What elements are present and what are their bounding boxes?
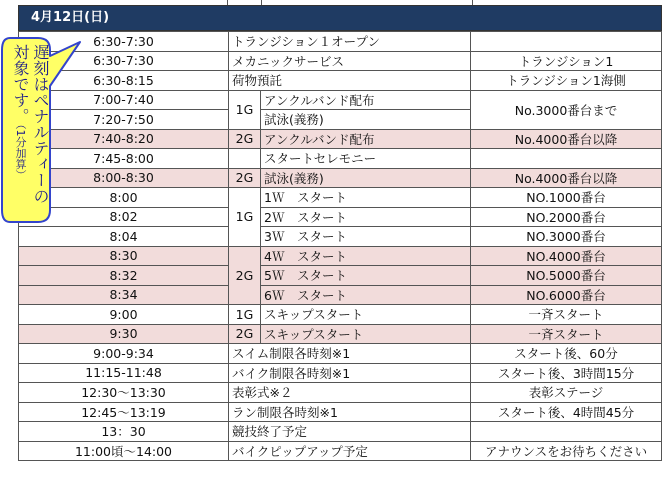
group-cell: 1G xyxy=(229,305,261,325)
time-cell: 6:30-7:30 xyxy=(19,32,229,52)
table-row xyxy=(19,51,662,71)
time-cell: 8:00-8:30 xyxy=(19,168,229,188)
note-cell xyxy=(471,32,662,52)
table-row xyxy=(19,149,662,169)
note-cell: No.3000番台まで xyxy=(471,90,662,129)
event-cell: 4Ｗ スタート xyxy=(261,246,471,266)
table-row xyxy=(19,129,662,149)
event-cell: メカニックサービス xyxy=(229,51,471,71)
note-cell: 一斉スタート xyxy=(471,305,662,325)
event-cell: スキップスタート xyxy=(261,305,471,325)
time-cell: 8:00 xyxy=(19,188,229,208)
note-cell: スタート後、4時間45分 xyxy=(471,402,662,422)
top-strip xyxy=(18,0,662,5)
schedule-table xyxy=(18,31,662,461)
table-row xyxy=(19,383,662,403)
note-cell: NO.5000番台 xyxy=(471,266,662,286)
group-cell: 2G xyxy=(229,168,261,188)
time-cell: 8:34 xyxy=(19,285,229,305)
callout-text xyxy=(6,44,50,244)
group-cell: 2G xyxy=(229,246,261,305)
table-row xyxy=(19,266,662,286)
note-cell: NO.6000番台 xyxy=(471,285,662,305)
time-cell: 11:15-11:48 xyxy=(19,363,229,383)
time-cell: 7:40-8:20 xyxy=(19,129,229,149)
time-cell: 6:30-7:30 xyxy=(19,51,229,71)
event-cell: 表彰式※２ xyxy=(229,383,471,403)
note-cell: NO.1000番台 xyxy=(471,188,662,208)
note-cell: NO.2000番台 xyxy=(471,207,662,227)
event-cell: ラン制限各時刻※1 xyxy=(229,402,471,422)
event-cell: トランジション１オープン xyxy=(229,32,471,52)
event-cell: 荷物預託 xyxy=(229,71,471,91)
table-row xyxy=(19,422,662,442)
event-cell: アンクルバンド配布 xyxy=(261,129,471,149)
time-cell: 9:00 xyxy=(19,305,229,325)
time-cell: 7:45-8:00 xyxy=(19,149,229,169)
time-cell: 7:20-7:50 xyxy=(19,110,229,130)
group-cell: 2G xyxy=(229,129,261,149)
event-cell: 1Ｗ スタート xyxy=(261,188,471,208)
note-cell: スタート後、60分 xyxy=(471,344,662,364)
penalty-callout xyxy=(0,34,108,224)
time-cell: 9:00-9:34 xyxy=(19,344,229,364)
time-cell: 12:45～13:19 xyxy=(19,402,229,422)
time-cell: 7:00-7:40 xyxy=(19,90,229,110)
table-row xyxy=(19,71,662,91)
time-cell: 11:00頃～14:00 xyxy=(19,441,229,461)
event-cell: 試泳(義務) xyxy=(261,168,471,188)
note-cell: No.4000番台以降 xyxy=(471,168,662,188)
time-cell: 8:30 xyxy=(19,246,229,266)
note-cell: 一斉スタート xyxy=(471,324,662,344)
event-cell: バイク制限各時刻※1 xyxy=(229,363,471,383)
table-row xyxy=(19,441,662,461)
time-cell: 8:02 xyxy=(19,207,229,227)
table-row xyxy=(19,32,662,52)
table-row xyxy=(19,168,662,188)
callout-line-2: 対象です。 xyxy=(11,44,30,124)
time-cell: 13：30 xyxy=(19,422,229,442)
table-row xyxy=(19,188,662,208)
table-row xyxy=(19,285,662,305)
note-cell: NO.3000番台 xyxy=(471,227,662,247)
event-cell: スキップスタート xyxy=(261,324,471,344)
time-cell: 12:30～13:30 xyxy=(19,383,229,403)
note-cell: 表彰ステージ xyxy=(471,383,662,403)
time-cell: 8:04 xyxy=(19,227,229,247)
event-cell: スイム制限各時刻※1 xyxy=(229,344,471,364)
note-cell: アナウンスをお待ちください xyxy=(471,441,662,461)
table-row xyxy=(19,246,662,266)
group-cell: 2G xyxy=(229,324,261,344)
time-cell: 9:30 xyxy=(19,324,229,344)
table-row xyxy=(19,305,662,325)
date-header: 4月12日(日) xyxy=(18,5,662,31)
group-cell: 1G xyxy=(229,188,261,247)
note-cell xyxy=(471,422,662,442)
note-cell xyxy=(471,149,662,169)
note-cell: No.4000番台以降 xyxy=(471,129,662,149)
note-cell: NO.4000番台 xyxy=(471,246,662,266)
table-row xyxy=(19,227,662,247)
schedule-frame xyxy=(18,0,662,461)
event-cell: 試泳(義務) xyxy=(261,110,471,130)
note-cell: スタート後、3時間15分 xyxy=(471,363,662,383)
note-cell: トランジション1 xyxy=(471,51,662,71)
event-cell: 5Ｗ スタート xyxy=(261,266,471,286)
table-row xyxy=(19,90,662,110)
event-cell: アンクルバンド配布 xyxy=(261,90,471,110)
group-cell xyxy=(229,149,261,169)
time-cell: 8:32 xyxy=(19,266,229,286)
callout-line-3: （1分加算） xyxy=(14,124,27,181)
table-row xyxy=(19,363,662,383)
event-cell: 2Ｗ スタート xyxy=(261,207,471,227)
table-row xyxy=(19,207,662,227)
table-row xyxy=(19,344,662,364)
group-cell: 1G xyxy=(229,90,261,129)
table-row xyxy=(19,402,662,422)
table-row xyxy=(19,324,662,344)
event-cell: スタートセレモニー xyxy=(261,149,471,169)
callout-line-1: 遅刻はペナルティーの xyxy=(31,44,50,204)
event-cell: バイクピップアップ予定 xyxy=(229,441,471,461)
time-cell: 6:30-8:15 xyxy=(19,71,229,91)
event-cell: 3Ｗ スタート xyxy=(261,227,471,247)
event-cell: 競技終了予定 xyxy=(229,422,471,442)
note-cell: トランジション1海側 xyxy=(471,71,662,91)
event-cell: 6Ｗ スタート xyxy=(261,285,471,305)
